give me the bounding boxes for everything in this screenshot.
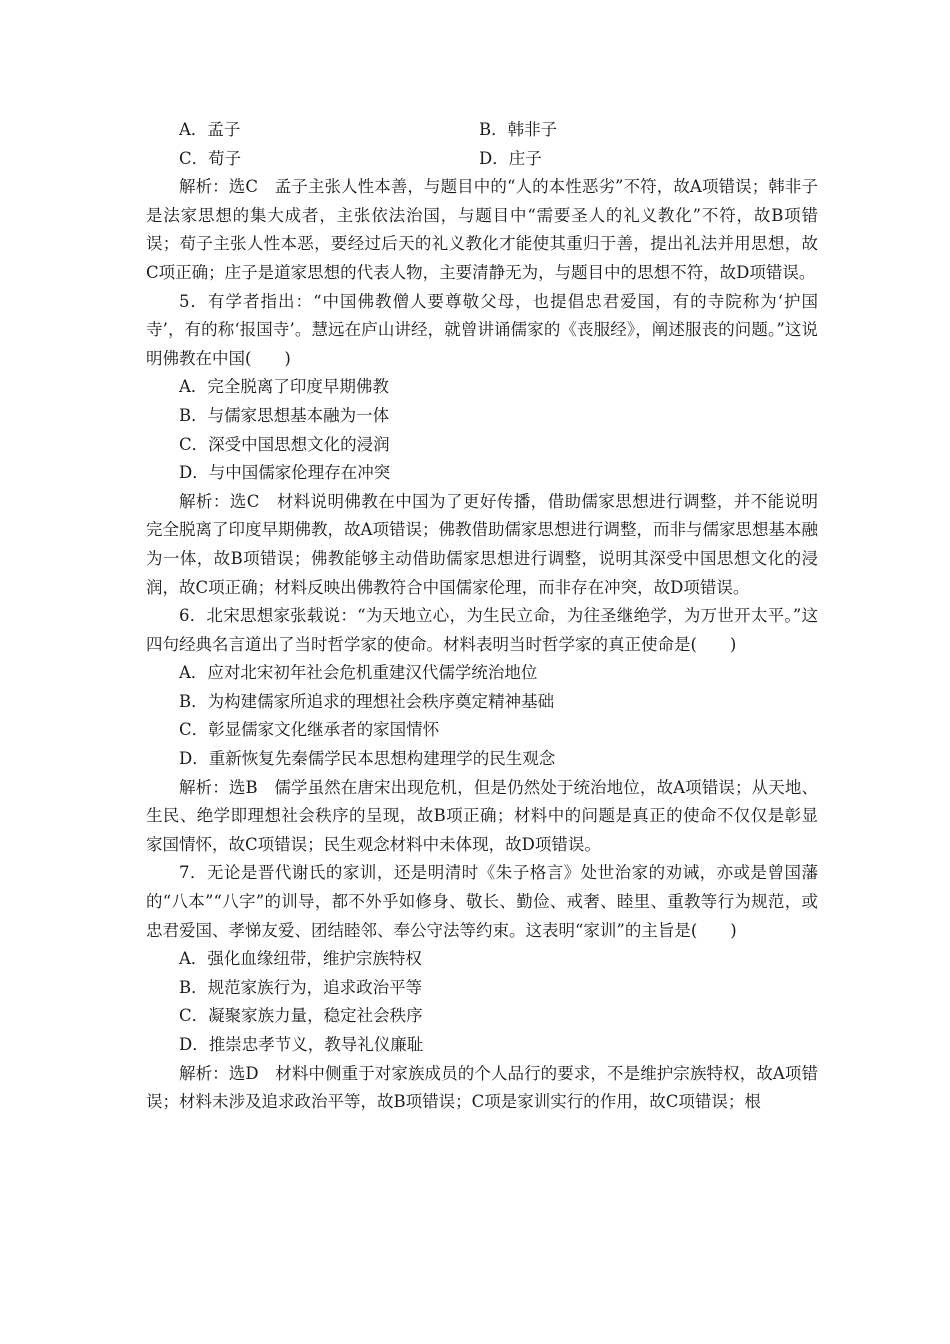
document-page xyxy=(146,116,818,1117)
q5-option-a: A．完全脱离了印度早期佛教 xyxy=(179,377,389,397)
q7-option-b: B．规范家族行为，追求政治平等 xyxy=(179,977,423,997)
q6-analysis: 解析：选B 儒学虽然在唐宋出现危机，但是仍然处于统治地位，故A项错误；从天地、生民、绝学即理想社会秩序的呈现，故B项正确；材料中的问题是真正的使命不仅仅是彰显家国情怀，故C项错误；民生观念材料中未体现，故D项错误。 xyxy=(146,777,818,854)
q4-analysis: 解析：选C 孟子主张人性本善，与题目中的“人的本性恶劣”不符，故A项错误；韩非子是法家思想的集大成者，主张依法治国，与题目中“需要圣人的礼义教化”不符，故B项错误；荀子主张人性本恶，要经过后天的礼义教化才能使其重归于善，提出礼法并用思想，故C项正确；庄子是道家思想的代表人物，主要清静无为，与题目中的思想不符，故D项错误。 xyxy=(146,177,818,282)
q6-option-c: C．彰显儒家文化继承者的家国情怀 xyxy=(179,720,440,740)
q4-option-b: B．韩非子 xyxy=(479,120,558,139)
q4-option-row xyxy=(146,116,818,145)
q7-option-a: A．强化血缘纽带，维护宗族特权 xyxy=(179,949,422,969)
q4-option-a: A．孟子 xyxy=(179,120,241,139)
q6-option-a: A．应对北宋初年社会危机重建汉代儒学统治地位 xyxy=(179,663,538,683)
q6-option-d: D．重新恢复先秦儒学民本思想构建理学的民生观念 xyxy=(179,749,556,769)
q7-option-c: C．凝聚家族力量，稳定社会秩序 xyxy=(179,1006,423,1026)
q6-option-b: B．为构建儒家所追求的理想社会秩序奠定精神基础 xyxy=(179,691,555,711)
q5-option-c: C．深受中国思想文化的浸润 xyxy=(179,434,390,454)
q5-option-d: D．与中国儒家伦理存在冲突 xyxy=(179,463,391,483)
q5-stem: 5．有学者指出：“中国佛教僧人要尊敬父母，也提倡忠君爱国，有的寺院称为‘护国寺’，有的称‘报国寺’。慧远在庐山讲经，就曾讲诵儒家的《丧服经》，阐述服丧的问题。”这说明佛教在中国( ) xyxy=(146,291,818,368)
q7-analysis: 解析：选D 材料中侧重于对家族成员的个人品行的要求，不是维护宗族特权，故A项错误；材料未涉及追求政治平等，故B项错误；C项是家训实行的作用，故C项错误；根 xyxy=(146,1063,818,1112)
q6-stem: 6．北宋思想家张载说：“为天地立心，为生民立命，为往圣继绝学，为万世开太平。”这四句经典名言道出了当时哲学家的使命。材料表明当时哲学家的真正使命是( ) xyxy=(146,606,818,654)
q5-option-b: B．与儒家思想基本融为一体 xyxy=(179,405,390,425)
q4-option-d: D．庄子 xyxy=(479,148,542,168)
q4-option-row xyxy=(146,145,818,174)
q4-option-c: C．荀子 xyxy=(179,148,242,168)
q7-stem: 7．无论是晋代谢氏的家训，还是明清时《朱子格言》处世治家的劝诫，亦或是曾国藩的“八本”“八字”的训导，都不外乎如修身、敬长、勤俭、戒奢、睦里、重教等行为规范，或忠君爱国、孝悌友爱、团结睦邻、奉公守法等约束。这表明“家训”的主旨是( ) xyxy=(146,863,818,940)
q7-option-d: D．推崇忠孝节义，教导礼仪廉耻 xyxy=(179,1035,424,1054)
q5-analysis: 解析：选C 材料说明佛教在中国为了更好传播，借助儒家思想进行调整，并不能说明完全脱离了印度早期佛教，故A项错误；佛教借助儒家思想进行调整，而非与儒家思想基本融为一体，故B项错误；佛教能够主动借助儒家思想进行调整，说明其深受中国思想文化的浸润，故C项正确；材料反映出佛教符合中国儒家伦理，而非存在冲突，故D项错误。 xyxy=(146,491,818,597)
